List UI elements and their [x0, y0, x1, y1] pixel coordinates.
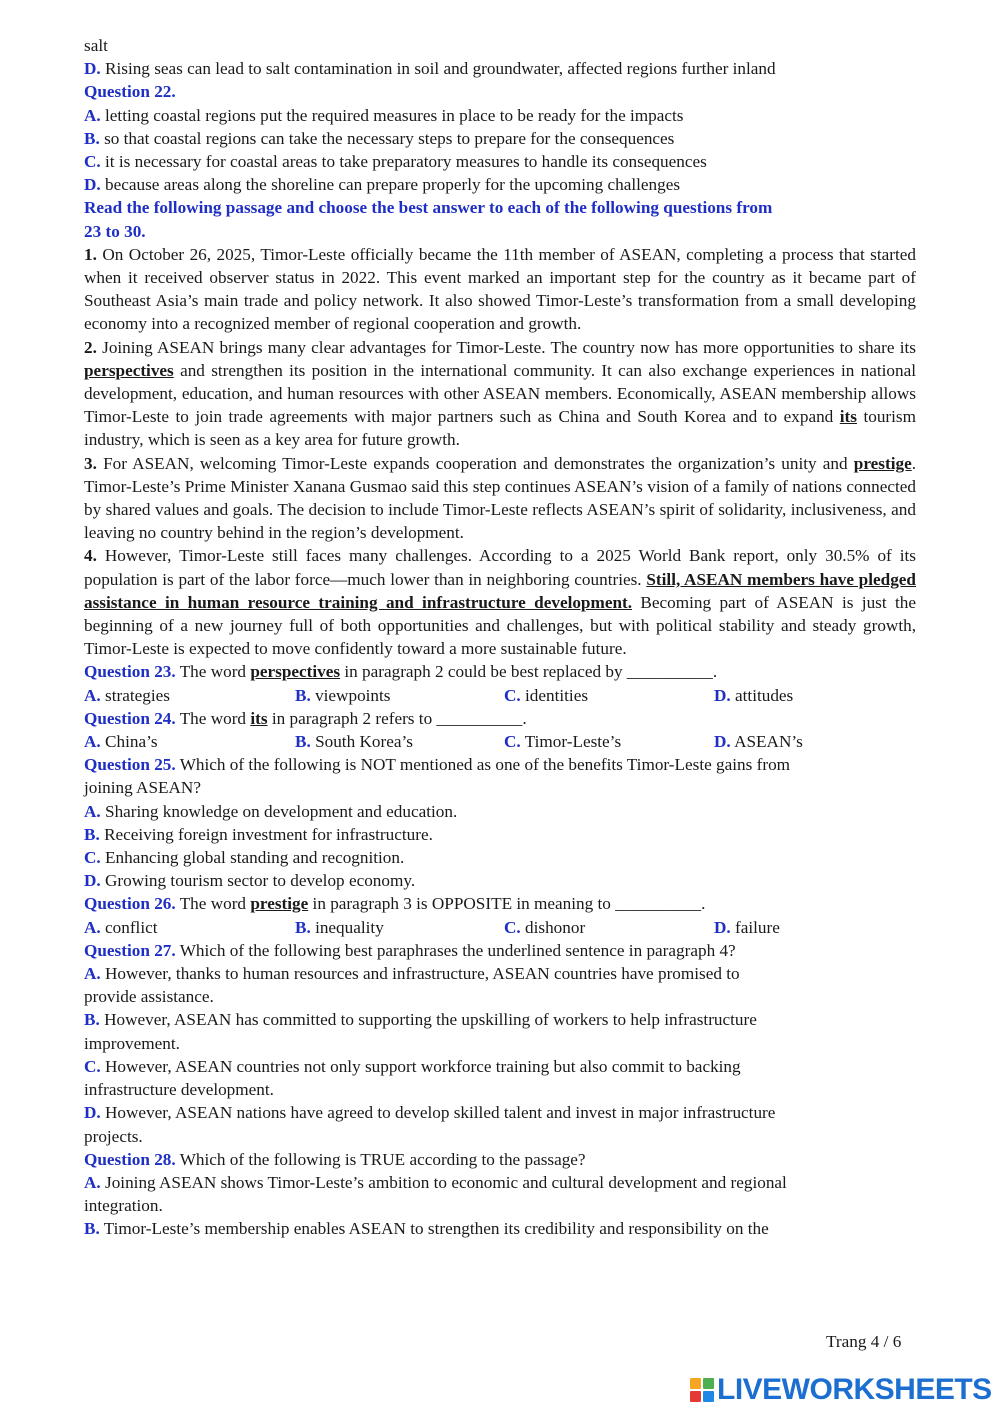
reading-instruction-cont: 23 to 30. [84, 221, 146, 241]
q28-option-a[interactable]: A. Joining ASEAN shows Timor-Leste’s ambition to economic and cultural development and regional integration. [84, 1172, 787, 1216]
q26-option-c[interactable]: C. dishonor [504, 917, 586, 937]
q22-option-c[interactable]: C. it is necessary for coastal areas to take preparatory measures to handle its consequences [84, 152, 707, 172]
reading-instruction: Read the following passage and choose the best answer to each of the following questions from [84, 198, 773, 218]
passage-paragraph-2: 2. Joining ASEAN brings many clear advantages for Timor-Leste. The country now has more opportunities to share its perspectives and strengthen its position in the international community. It can also exchange experiences in national development, education, and human resources with other ASEAN members. Economically, ASEAN membership allows Timor-Leste to join trade agreements with major partners such as China and South Korea and to expand its tourism industry, which is seen as a key area for future growth. [84, 337, 917, 450]
underlined-sentence: Still, ASEAN members have pledged assistance in human resource training and infrastructure development. [84, 569, 916, 612]
q24-option-d[interactable]: D. ASEAN’s [714, 732, 803, 752]
keyword-its: its [839, 407, 857, 427]
passage-paragraph-1: 1. On October 26, 2025, Timor-Leste officially became the 11th member of ASEAN, completing a process that started when it received observer status in 2022. This event marked an important step for the country as it became part of Southeast Asia’s main trade and policy network. It also showed Timor-Leste’s transformation from a small developing economy into a recognized member of regional cooperation and growth. [84, 244, 917, 334]
passage-paragraph-4: 4. However, Timor-Leste still faces many challenges. According to a 2025 World Bank report, only 30.5% of its population is part of the labor force—much lower than in neighboring countries. Still, ASEAN members have pledged assistance in human resource training and infrastructure development. Becoming part of ASEAN is just the beginning of a new journey full of both opportunities and challenges, but with political stability and steady growth, Timor-Leste is expected to move confidently toward a more sustainable future. [84, 546, 917, 659]
option-letter: D. [84, 59, 101, 79]
q24-options [84, 730, 916, 753]
liveworksheets-logo-icon [690, 1378, 714, 1402]
q24-option-c[interactable]: C. Timor-Leste’s [504, 732, 622, 752]
q23-options [84, 684, 916, 707]
q27-option-b[interactable]: B. However, ASEAN has committed to supporting the upskilling of workers to help infrastructure improvement. [84, 1010, 757, 1053]
q25-option-d[interactable]: D. Growing tourism sector to develop economy. [84, 871, 416, 891]
q24-stem: Question 24. The word its in paragraph 2 refers to __________. [84, 708, 527, 728]
q25-option-c[interactable]: C. Enhancing global standing and recognition. [84, 848, 405, 868]
worksheet-page [84, 34, 916, 1241]
q27-option-d[interactable]: D. However, ASEAN nations have agreed to develop skilled talent and invest in major infrastructure projects. [84, 1103, 776, 1146]
liveworksheets-brand[interactable] [690, 1373, 992, 1407]
q26-option-b[interactable]: B. inequality [295, 917, 384, 937]
q22-option-b[interactable]: B. so that coastal regions can take the necessary steps to prepare for the consequences [84, 128, 675, 148]
fragment-line: salt [84, 36, 108, 55]
q22-option-a[interactable]: A. letting coastal regions put the required measures in place to be ready for the impacts [84, 105, 684, 125]
q27-option-c[interactable]: C. However, ASEAN countries not only support workforce training but also commit to backing infrastructure development. [84, 1056, 741, 1100]
q27-stem: Question 27. Which of the following best paraphrases the underlined sentence in paragraph 4? [84, 940, 736, 960]
logo-square [703, 1378, 714, 1389]
q23-option-d[interactable]: D. attitudes [714, 685, 794, 705]
keyword-prestige: prestige [853, 453, 912, 473]
q26-options [84, 916, 916, 939]
logo-square [690, 1378, 701, 1389]
passage-paragraph-3: 3. For ASEAN, welcoming Timor-Leste expands cooperation and demonstrates the organization’s unity and prestige. Timor-Leste’s Prime Minister Xanana Gusmao said this step continues ASEAN’s vision of a family of nations connected by shared values and goals. The decision to include Timor-Leste reflects ASEAN’s spirit of solidarity, inclusiveness, and leaving no country behind in the region’s development. [84, 453, 916, 543]
logo-square [690, 1391, 701, 1402]
q28-option-b[interactable]: B. Timor-Leste’s membership enables ASEAN to strengthen its credibility and responsibility on the [84, 1219, 769, 1239]
q23-option-b[interactable]: B. viewpoints [295, 685, 391, 705]
q23-option-a[interactable]: A. strategies [84, 685, 170, 705]
q24-option-a[interactable]: A. China’s [84, 732, 158, 752]
q22-option-d[interactable]: D. because areas along the shoreline can prepare properly for the upcoming challenges [84, 175, 681, 195]
brand-wordmark: LIVEWORKSHEETS [717, 1373, 992, 1406]
q25-option-a[interactable]: A. Sharing knowledge on development and education. [84, 801, 458, 821]
q25-stem-cont: joining ASEAN? [84, 778, 201, 798]
q23-option-c[interactable]: C. identities [504, 685, 589, 705]
q26-stem: Question 26. The word prestige in paragraph 3 is OPPOSITE in meaning to __________. [84, 894, 706, 914]
q21-option-d[interactable] [84, 57, 916, 80]
q25-option-b[interactable]: B. Receiving foreign investment for infrastructure. [84, 824, 433, 844]
logo-square [703, 1391, 714, 1402]
q25-stem: Question 25. Which of the following is NOT mentioned as one of the benefits Timor-Leste gains from [84, 755, 791, 775]
page-number: Trang 4 / 6 [826, 1332, 902, 1351]
q26-option-d[interactable]: D. failure [714, 917, 780, 937]
q26-option-a[interactable]: A. conflict [84, 917, 158, 937]
q24-option-b[interactable]: B. South Korea’s [295, 732, 413, 752]
q22-label: Question 22. [84, 82, 176, 102]
option-text: Rising seas can lead to salt contamination in soil and groundwater, affected regions further inland [105, 59, 776, 79]
q28-stem: Question 28. Which of the following is TRUE according to the passage? [84, 1149, 586, 1169]
keyword-perspectives: perspectives [84, 360, 174, 380]
q27-option-a[interactable]: A. However, thanks to human resources and infrastructure, ASEAN countries have promised to provide assistance. [84, 964, 740, 1007]
q23-stem: Question 23. The word perspectives in paragraph 2 could be best replaced by __________. [84, 662, 718, 682]
